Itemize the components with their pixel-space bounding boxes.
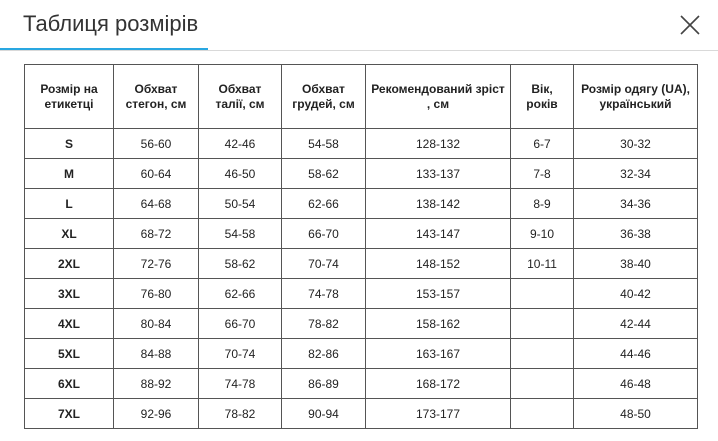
- hips-cell: 84-88: [114, 339, 199, 369]
- hips-cell: 72-76: [114, 249, 199, 279]
- age-cell: 6-7: [511, 129, 574, 159]
- column-header-hips: Обхват стегон, см: [114, 65, 199, 129]
- label-size-cell: 2XL: [25, 249, 114, 279]
- table-row: [25, 369, 698, 399]
- table-row: [25, 339, 698, 369]
- chest-cell: 66-70: [282, 219, 366, 249]
- waist-cell: 42-46: [199, 129, 282, 159]
- ua-size-cell: 46-48: [574, 369, 698, 399]
- column-header-chest: Обхват грудей, см: [282, 65, 366, 129]
- waist-cell: 54-58: [199, 219, 282, 249]
- close-icon: [677, 12, 703, 38]
- age-cell: [511, 399, 574, 429]
- title-underline: [0, 48, 208, 50]
- hips-cell: 76-80: [114, 279, 199, 309]
- label-size-cell: 7XL: [25, 399, 114, 429]
- close-button[interactable]: [677, 12, 703, 38]
- column-header-height: Рекомендований зріст , см: [366, 65, 511, 129]
- chest-cell: 58-62: [282, 159, 366, 189]
- column-header-label-size: Розмір на етикетці: [25, 65, 114, 129]
- height-cell: 173-177: [366, 399, 511, 429]
- age-cell: [511, 279, 574, 309]
- hips-cell: 92-96: [114, 399, 199, 429]
- hips-cell: 80-84: [114, 309, 199, 339]
- label-size-cell: 6XL: [25, 369, 114, 399]
- label-size-cell: 4XL: [25, 309, 114, 339]
- ua-size-cell: 32-34: [574, 159, 698, 189]
- label-size-cell: M: [25, 159, 114, 189]
- age-cell: [511, 339, 574, 369]
- waist-cell: 78-82: [199, 399, 282, 429]
- age-cell: 8-9: [511, 189, 574, 219]
- waist-cell: 58-62: [199, 249, 282, 279]
- label-size-cell: L: [25, 189, 114, 219]
- height-cell: 168-172: [366, 369, 511, 399]
- size-table: [24, 64, 698, 429]
- hips-cell: 64-68: [114, 189, 199, 219]
- age-cell: [511, 309, 574, 339]
- hips-cell: 56-60: [114, 129, 199, 159]
- waist-cell: 70-74: [199, 339, 282, 369]
- table-row: [25, 189, 698, 219]
- height-cell: 128-132: [366, 129, 511, 159]
- ua-size-cell: 36-38: [574, 219, 698, 249]
- column-header-ua-size: Розмір одягу (UA), український: [574, 65, 698, 129]
- table-row: [25, 309, 698, 339]
- table-row: [25, 249, 698, 279]
- chest-cell: 86-89: [282, 369, 366, 399]
- modal-title: Таблиця розмірів: [23, 11, 199, 36]
- table-row: [25, 399, 698, 429]
- ua-size-cell: 44-46: [574, 339, 698, 369]
- column-header-waist: Обхват талії, см: [199, 65, 282, 129]
- ua-size-cell: 42-44: [574, 309, 698, 339]
- chest-cell: 82-86: [282, 339, 366, 369]
- height-cell: 153-157: [366, 279, 511, 309]
- waist-cell: 46-50: [199, 159, 282, 189]
- label-size-cell: 5XL: [25, 339, 114, 369]
- height-cell: 148-152: [366, 249, 511, 279]
- label-size-cell: S: [25, 129, 114, 159]
- table-row: [25, 219, 698, 249]
- height-cell: 158-162: [366, 309, 511, 339]
- waist-cell: 74-78: [199, 369, 282, 399]
- chest-cell: 74-78: [282, 279, 366, 309]
- age-cell: 9-10: [511, 219, 574, 249]
- waist-cell: 50-54: [199, 189, 282, 219]
- chest-cell: 90-94: [282, 399, 366, 429]
- ua-size-cell: 30-32: [574, 129, 698, 159]
- age-cell: 7-8: [511, 159, 574, 189]
- chest-cell: 54-58: [282, 129, 366, 159]
- chest-cell: 70-74: [282, 249, 366, 279]
- table-row: [25, 279, 698, 309]
- height-cell: 143-147: [366, 219, 511, 249]
- ua-size-cell: 48-50: [574, 399, 698, 429]
- table-header-row: [25, 65, 698, 129]
- column-header-age: Вік, років: [511, 65, 574, 129]
- waist-cell: 66-70: [199, 309, 282, 339]
- chest-cell: 78-82: [282, 309, 366, 339]
- hips-cell: 68-72: [114, 219, 199, 249]
- height-cell: 133-137: [366, 159, 511, 189]
- waist-cell: 62-66: [199, 279, 282, 309]
- hips-cell: 88-92: [114, 369, 199, 399]
- table-row: [25, 159, 698, 189]
- age-cell: [511, 369, 574, 399]
- label-size-cell: XL: [25, 219, 114, 249]
- hips-cell: 60-64: [114, 159, 199, 189]
- modal-header: [0, 0, 718, 51]
- table-body: [25, 129, 698, 429]
- ua-size-cell: 34-36: [574, 189, 698, 219]
- ua-size-cell: 38-40: [574, 249, 698, 279]
- height-cell: 138-142: [366, 189, 511, 219]
- label-size-cell: 3XL: [25, 279, 114, 309]
- age-cell: 10-11: [511, 249, 574, 279]
- chest-cell: 62-66: [282, 189, 366, 219]
- table-row: [25, 129, 698, 159]
- ua-size-cell: 40-42: [574, 279, 698, 309]
- height-cell: 163-167: [366, 339, 511, 369]
